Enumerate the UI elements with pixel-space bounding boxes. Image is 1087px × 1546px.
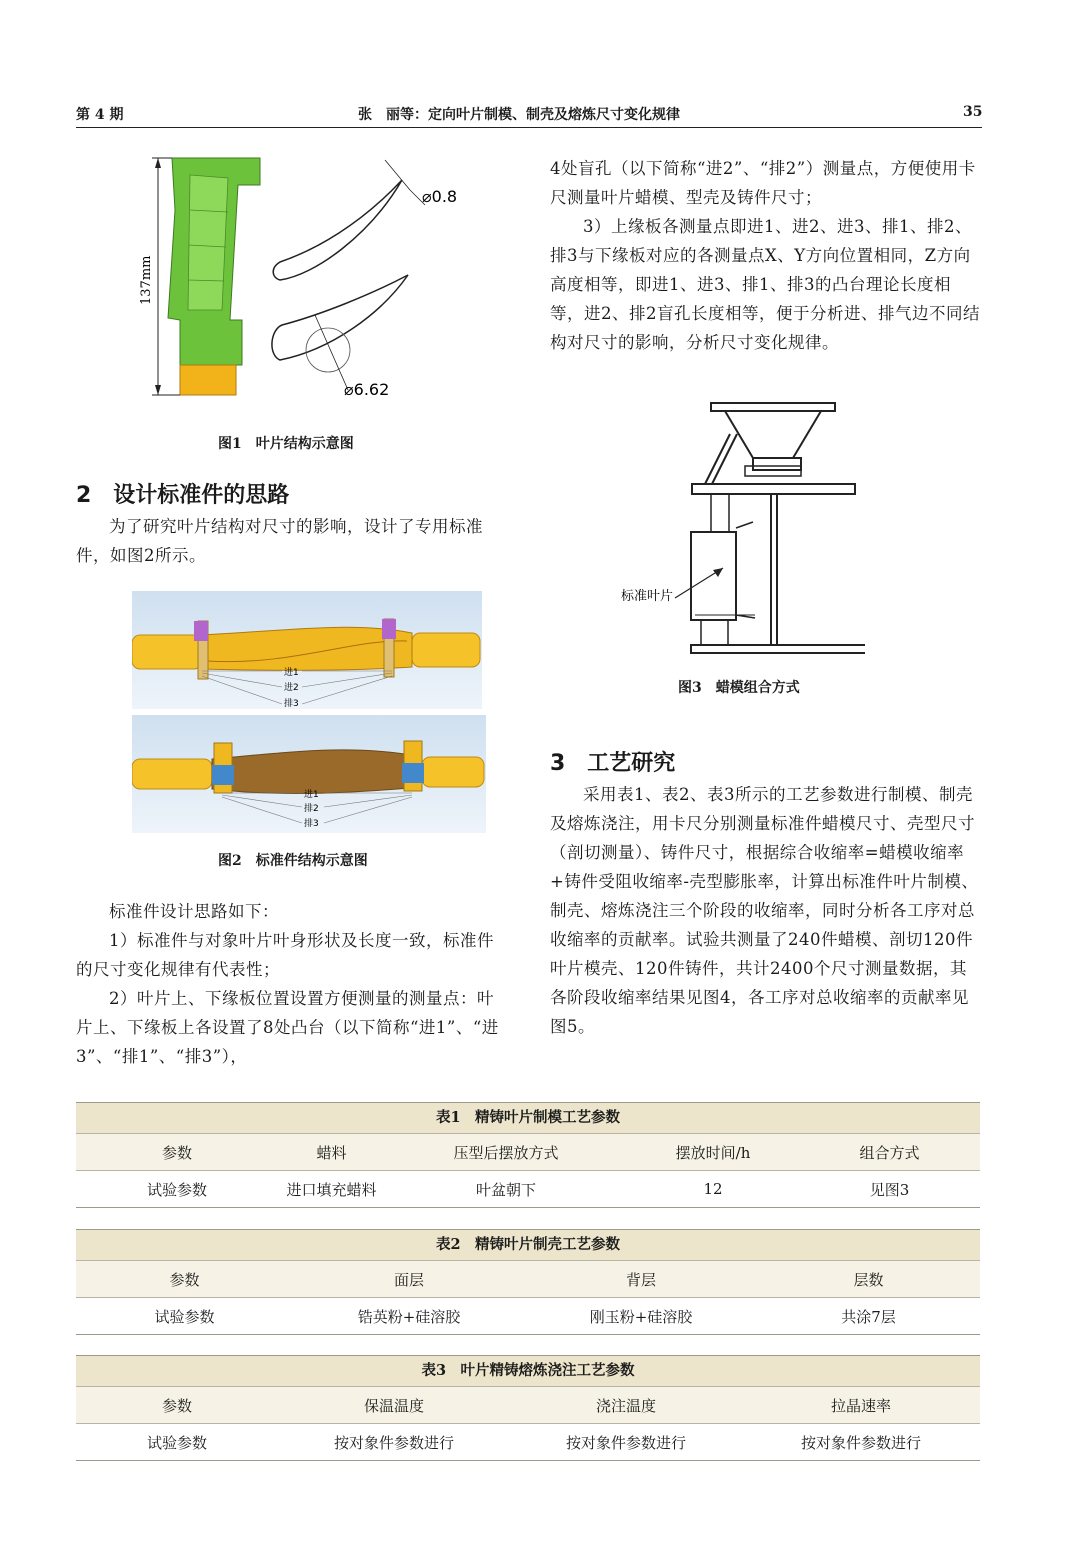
design-point-2-cont: 4处盲孔（以下简称“进2”、“排2”）测量点，方便使用卡尺测量叶片蜡模、型壳及铸件尺寸； [550,159,976,207]
table-header-cell: 面层 [293,1261,525,1298]
fig2-bottom-label-2: 排2 [304,804,319,814]
section-2-paragraph: 为了研究叶片结构对尺寸的影响，设计了专用标准件，如图2所示。 [76,517,483,565]
figure-2-bottom-render [132,715,486,833]
section-3-heading: 3 工艺研究 [550,751,676,776]
fig2-top-label-3: 排3 [284,699,299,709]
table-header-cell: 浇注温度 [510,1387,742,1424]
table-cell: 共涂7层 [757,1298,980,1335]
fig2-top-label-2: 进2 [284,683,299,693]
table-cell: 叶盆朝下 [385,1171,627,1208]
figure-1-caption: 图1 叶片结构示意图 [218,436,354,452]
design-intro: 标准件设计思路如下： [109,902,279,921]
table-1 [76,1102,980,1208]
running-title: 张 丽等：定向叶片制模、制壳及熔炼尺寸变化规律 [358,107,680,123]
table-3 [76,1355,980,1461]
design-point-2: 2）叶片上、下缘板位置设置方便测量的测量点：叶片上、下缘板上各设置了8处凸台（以下简称“进1”、“进3”、“排1”、“排3”）， [76,989,499,1066]
page-number: 35 [963,104,983,120]
dim-d1-label: ⌀0.8 [422,187,458,206]
table-cell: 试验参数 [76,1298,293,1335]
table-header-cell: 保温温度 [278,1387,510,1424]
table-header-cell: 拉晶速率 [742,1387,980,1424]
figure-2-caption: 图2 标准件结构示意图 [218,853,368,869]
fig3-label: 标准叶片 [621,589,674,604]
fig2-bottom-label-1: 进1 [304,790,319,800]
table-header-cell: 参数 [76,1261,293,1298]
figure-3-caption: 图3 蜡模组合方式 [678,680,800,696]
table-header-cell: 背层 [525,1261,757,1298]
table-2 [76,1229,980,1335]
section-2-heading: 2 设计标准件的思路 [76,483,290,508]
table-cell: 试验参数 [76,1424,278,1461]
table-cell: 按对象件参数进行 [742,1424,980,1461]
table-cell: 进口填充蜡料 [278,1171,385,1208]
dim-d2-label: ⌀6.62 [344,380,390,399]
section-3-paragraph: 采用表1、表2、表3所示的工艺参数进行制模、制壳及熔炼浇注，用卡尺分别测量标准件蜡模尺寸、壳型尺寸（剖切测量）、铸件尺寸，根据综合收缩率=蜡模收缩率+铸件受阻收缩率-壳型膨胀率，计算出标准件叶片制模、制壳、熔炼浇注三个阶段的收缩率，同时分析各工序对总收缩率的贡献率。试验共测量了240件蜡模、剖切120件叶片模壳、120件铸件，共计2400个尺寸测量数据，其各阶段收缩率结果见图4，各工序对总收缩率的贡献率见图5。 [550,785,979,1036]
table-header-cell: 摆放时间/h [627,1134,799,1171]
table-header-cell: 层数 [757,1261,980,1298]
table-row [76,1298,980,1335]
table-header-row [76,1387,980,1424]
table-row [76,1171,980,1208]
dim-height-label: 137mm [139,255,154,305]
table-cell: 见图3 [799,1171,980,1208]
fig2-top-label-1: 进1 [284,668,299,678]
table-1-title: 表1 精铸叶片制模工艺参数 [76,1102,980,1133]
table-cell: 刚玉粉+硅溶胶 [525,1298,757,1335]
design-point-3: 3）上缘板各测量点即进1、进2、进3、排1、排2、排3与下缘板对应的各测量点X、Y方向位置相同，Z方向高度相等，即进1、进3、排1、排3的凸台理论长度相等，进2、排2盲孔长度相等，便于分析进、排气边不同结构对尺寸的影响，分析尺寸变化规律。 [550,217,980,352]
table-2-title: 表2 精铸叶片制壳工艺参数 [76,1229,980,1260]
table-header-row [76,1134,980,1171]
table-3-title: 表3 叶片精铸熔炼浇注工艺参数 [76,1355,980,1386]
table-header-cell: 参数 [76,1134,278,1171]
table-header-cell: 组合方式 [799,1134,980,1171]
table-cell: 锆英粉+硅溶胶 [293,1298,525,1335]
table-cell: 按对象件参数进行 [510,1424,742,1461]
figure-1 [130,150,470,410]
table-row [76,1424,980,1461]
table-cell: 试验参数 [76,1171,278,1208]
figure-3 [615,400,865,660]
design-point-1: 1）标准件与对象叶片叶身形状及长度一致，标准件的尺寸变化规律有代表性； [76,931,494,979]
table-header-row [76,1261,980,1298]
table-cell: 按对象件参数进行 [278,1424,510,1461]
table-header-cell: 蜡料 [278,1134,385,1171]
fig2-bottom-label-3: 排3 [304,819,319,829]
table-header-cell: 压型后摆放方式 [385,1134,627,1171]
header-rule [76,127,982,128]
issue-number: 第 4 期 [76,107,124,123]
figure-2-top-render [132,591,482,709]
table-header-cell: 参数 [76,1387,278,1424]
table-cell: 12 [627,1171,799,1208]
